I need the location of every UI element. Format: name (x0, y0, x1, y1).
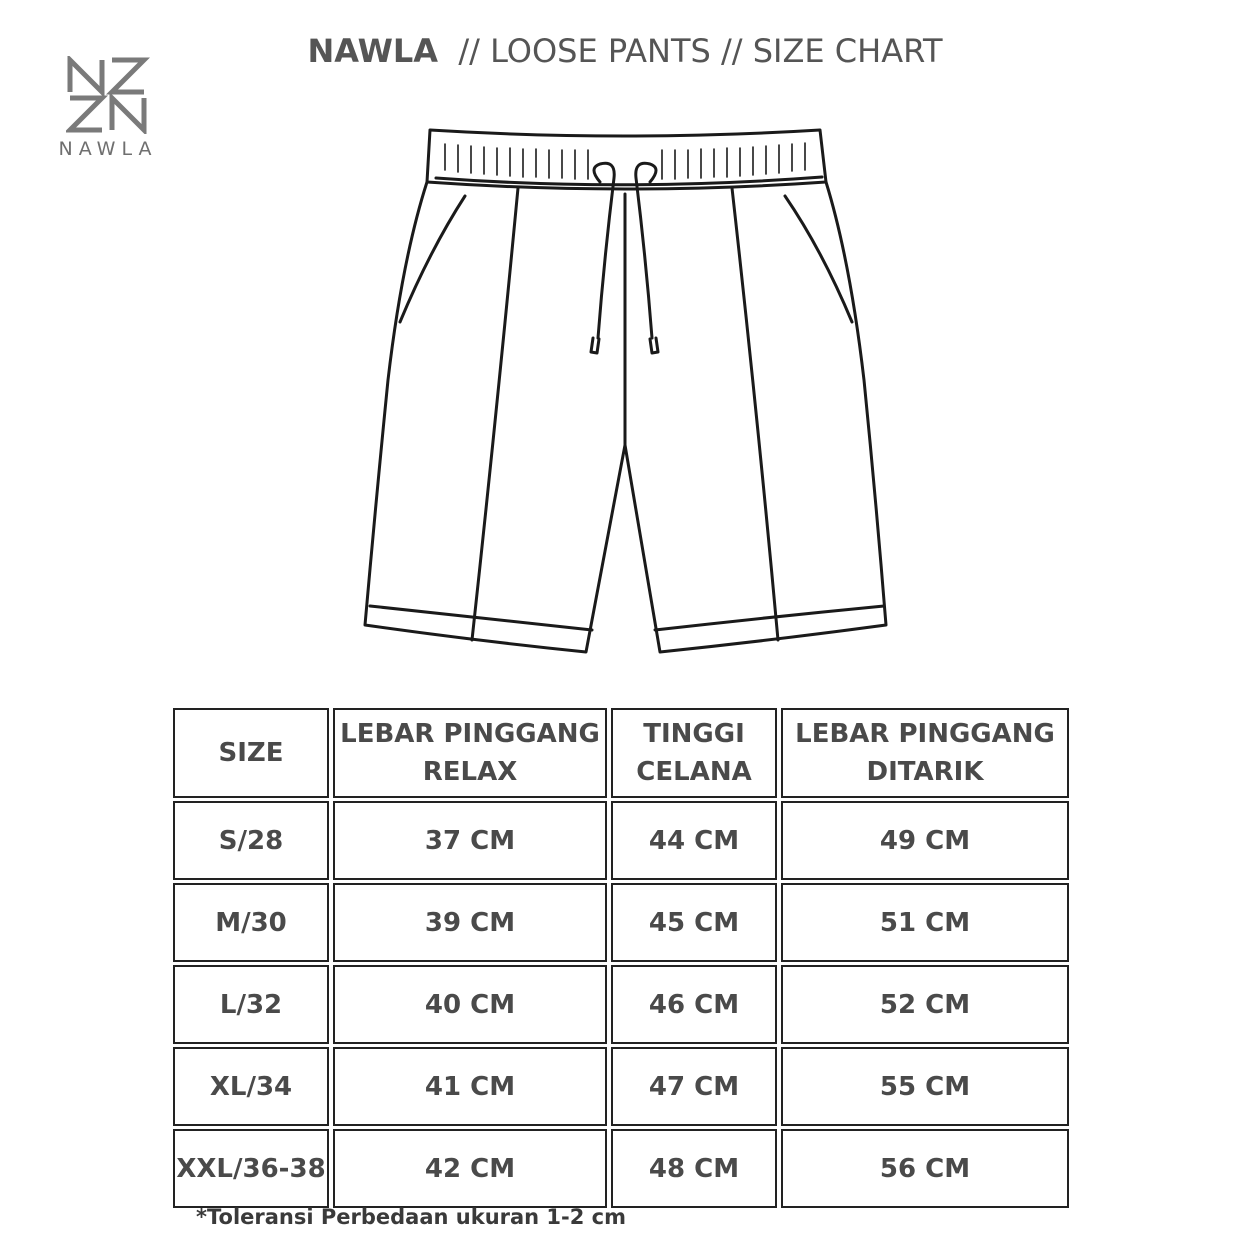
table-row (173, 801, 1069, 880)
cell-height: 46 CM (611, 965, 777, 1044)
shorts-illustration (355, 120, 895, 664)
table-row (173, 883, 1069, 962)
table-row (173, 1129, 1069, 1208)
cell-waist-relax: 42 CM (333, 1129, 607, 1208)
cell-waist-relax: 39 CM (333, 883, 607, 962)
cell-size: XL/34 (173, 1047, 329, 1126)
cell-height: 45 CM (611, 883, 777, 962)
size-chart-table (169, 705, 1073, 1211)
column-header-size: SIZE (173, 708, 329, 798)
column-header-waist-relax (333, 708, 607, 798)
header-line: LEBAR PINGGANG DITARIK (795, 719, 1055, 787)
cell-waist-stretched: 51 CM (781, 883, 1069, 962)
cell-waist-stretched: 56 CM (781, 1129, 1069, 1208)
table-header-row (173, 708, 1069, 798)
table-row (173, 1047, 1069, 1126)
tolerance-note: *Toleransi Perbedaan ukuran 1-2 cm (196, 1205, 627, 1229)
cell-waist-stretched: 55 CM (781, 1047, 1069, 1126)
shorts-drawing-icon (355, 120, 895, 660)
title-rest: // LOOSE PANTS // SIZE CHART (438, 32, 943, 70)
cell-waist-relax: 40 CM (333, 965, 607, 1044)
cell-waist-stretched: 52 CM (781, 965, 1069, 1044)
cell-size: M/30 (173, 883, 329, 962)
cell-height: 44 CM (611, 801, 777, 880)
cell-size: L/32 (173, 965, 329, 1044)
column-header-height (611, 708, 777, 798)
title-brand: NAWLA (307, 32, 439, 70)
cell-height: 48 CM (611, 1129, 777, 1208)
table-row (173, 965, 1069, 1044)
logo-wordmark: NAWLA (58, 138, 158, 160)
column-header-waist-stretched (781, 708, 1069, 798)
cell-waist-relax: 41 CM (333, 1047, 607, 1126)
cell-size: XXL/36-38 (173, 1129, 329, 1208)
header-line: TINGGI CELANA (636, 719, 752, 787)
header-line: LEBAR PINGGANG RELAX (340, 719, 600, 787)
cell-size: S/28 (173, 801, 329, 880)
page-title (0, 32, 1250, 70)
cell-waist-stretched: 49 CM (781, 801, 1069, 880)
cell-height: 47 CM (611, 1047, 777, 1126)
cell-waist-relax: 37 CM (333, 801, 607, 880)
